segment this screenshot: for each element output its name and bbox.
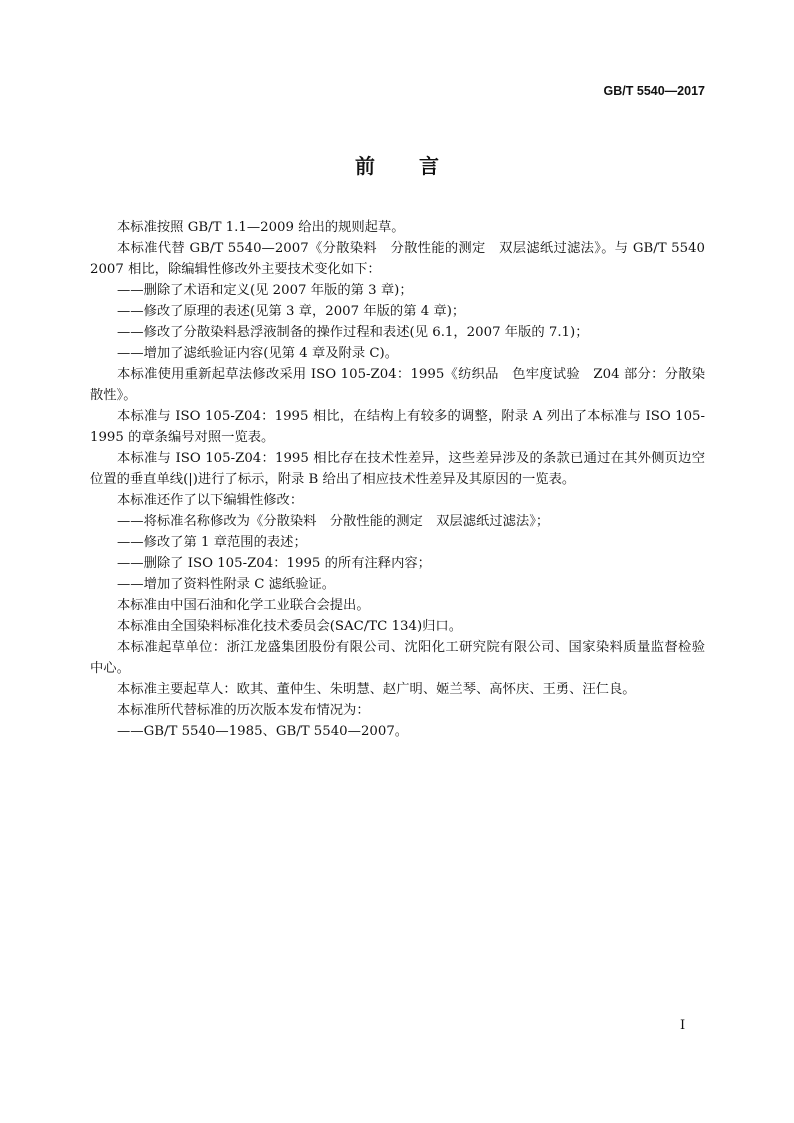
paragraph (90, 343, 705, 364)
text-line: ——删除了术语和定义(见 2007 年版的第 3 章)； (117, 283, 413, 298)
text-line: ——增加了资料性附录 C 滤纸验证。 (117, 577, 336, 592)
text-line: 本标准起草单位：浙江龙盛集团股份有限公司、沈阳化工研究院有限公司、国家染料质量监督检验 (117, 640, 705, 655)
text-line: 本标准按照 GB/T 1.1—2009 给出的规则起草。 (117, 220, 405, 235)
page-title (0, 150, 794, 179)
text-line: 本标准主要起草人：欧其、董仲生、朱明慧、赵广明、姬兰琴、高怀庆、王勇、汪仁良。 (117, 682, 636, 697)
paragraph (90, 301, 705, 322)
text-line: ——GB/T 5540—1985、GB/T 5540—2007。 (117, 724, 409, 739)
paragraph (90, 700, 705, 721)
text-line: ——修改了原理的表述(见第 3 章，2007 年版的第 4 章)； (117, 304, 466, 319)
paragraph (90, 406, 705, 448)
text-line: ——增加了滤纸验证内容(见第 4 章及附录 C)。 (117, 346, 399, 361)
paragraph (90, 280, 705, 301)
paragraph (90, 322, 705, 343)
text-line: ——删除了 ISO 105-Z04：1995 的所有注释内容； (117, 556, 431, 571)
paragraph (90, 448, 705, 490)
paragraph (90, 511, 705, 532)
foreword-body (90, 217, 705, 742)
paragraph (90, 217, 705, 238)
paragraph (90, 574, 705, 595)
title-char: 前 (355, 154, 375, 178)
text-line: 本标准使用重新起草法修改采用 ISO 105-Z04：1995《纺织品 色牢度试验 Z04 部分：分散染 (117, 367, 705, 382)
text-line: 本标准由中国石油和化学工业联合会提出。 (117, 598, 370, 613)
text-line: 位置的垂直单线(|)进行了标示，附录 B 给出了相应技术性差异及其原因的一览表。 (90, 472, 576, 487)
document-code-header: GB/T 5540—2017 (603, 84, 705, 98)
text-line: 1995 的章条编号对照一览表。 (90, 430, 275, 445)
title-char: 言 (419, 154, 439, 178)
text-line: 2007 相比，除编辑性修改外主要技术变化如下： (90, 262, 381, 277)
text-line: 本标准由全国染料标准化技术委员会(SAC/TC 134)归口。 (117, 619, 463, 634)
paragraph (90, 238, 705, 280)
paragraph (90, 490, 705, 511)
paragraph (90, 595, 705, 616)
text-line: ——修改了第 1 章范围的表述； (117, 535, 307, 550)
text-line: 本标准与 ISO 105-Z04：1995 相比，在结构上有较多的调整，附录 A 列出了本标准与 ISO 105- (117, 409, 705, 424)
paragraph (90, 616, 705, 637)
paragraph (90, 532, 705, 553)
paragraph (90, 364, 705, 406)
text-line: ——将标准名称修改为《分散染料 分散性能的测定 双层滤纸过滤法》； (117, 514, 550, 529)
paragraph (90, 553, 705, 574)
paragraph (90, 721, 705, 742)
paragraph (90, 637, 705, 679)
text-line: ——修改了分散染料悬浮液制备的操作过程和表述(见 6.1，2007 年版的 7.1)； (117, 325, 589, 340)
text-line: 本标准所代替标准的历次版本发布情况为： (117, 703, 370, 718)
text-line: 本标准代替 GB/T 5540—2007《分散染料 分散性能的测定 双层滤纸过滤法》。与 GB/T 5540 (117, 241, 705, 256)
paragraph (90, 679, 705, 700)
page-number: I (680, 1018, 686, 1033)
text-line: 中心。 (90, 661, 130, 676)
text-line: 散性》。 (90, 388, 137, 403)
text-line: 本标准与 ISO 105-Z04：1995 相比存在技术性差异，这些差异涉及的条款已通过在其外侧页边空 (117, 451, 705, 466)
text-line: 本标准还作了以下编辑性修改： (117, 493, 304, 508)
